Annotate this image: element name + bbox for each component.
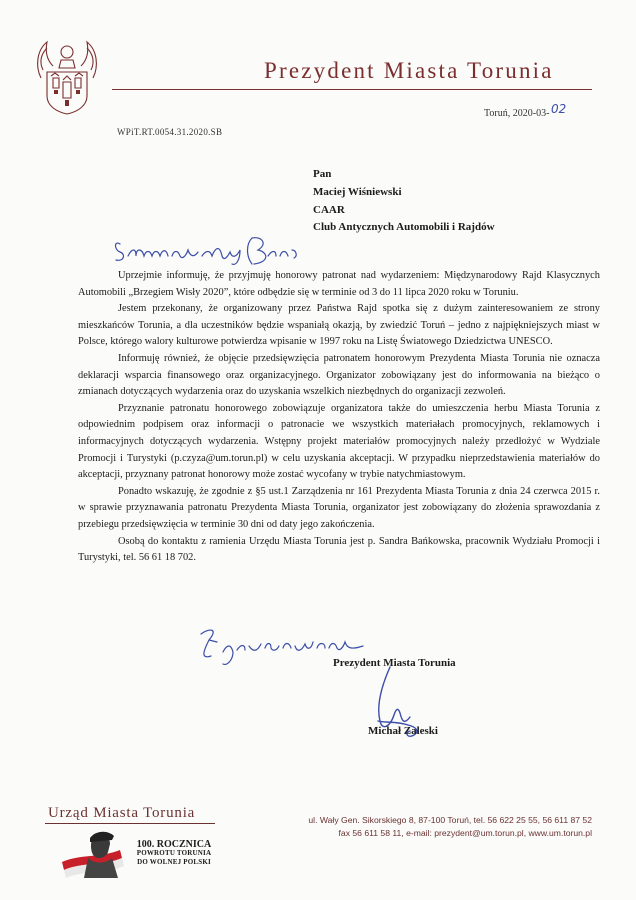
- footer-contact: fax 56 611 58 11, e-mail: prezydent@um.torun.pl, www.um.torun.pl: [338, 828, 592, 838]
- reference-number: WPiT.RT.0054.31.2020.SB: [117, 127, 223, 137]
- anniversary-line-3: DO WOLNEJ POLSKI: [137, 858, 211, 866]
- footer-divider: [45, 823, 215, 824]
- signer-title: Prezydent Miasta Torunia: [333, 657, 456, 669]
- footer-address: ul. Wały Gen. Sikorskiego 8, 87-100 Toruń, tel. 56 622 25 55, 56 611 87 52: [308, 815, 592, 825]
- place-date: Toruń, 2020-03-: [484, 108, 550, 119]
- paragraph-no-financial-support: Informuję również, że objęcie przedsięwzięcia patronatem honorowym Prezydenta Miasta Torunia nie oznacza deklaracji wsparcia finansowego oraz organizacyjnego. Organizator zobowiązany jest do informowania na bieżąco o zmianach dotyczących wydarzenia oraz do uzyskania wszelkich niezbędnych do organizacji zezwoleń.: [78, 352, 600, 398]
- letter-body: [78, 268, 600, 567]
- handwritten-salutation-icon: [112, 234, 302, 268]
- letterhead-title: Prezydent Miasta Torunia: [264, 58, 554, 83]
- letterhead-divider: [112, 89, 592, 90]
- recipient-salutation: Pan: [313, 168, 332, 180]
- signer-name: Michał Zaleski: [368, 725, 438, 737]
- city-crest-icon: [33, 38, 101, 116]
- footer-office-name: Urząd Miasta Torunia: [48, 805, 196, 821]
- anniversary-soldier-icon: [60, 828, 132, 878]
- recipient-organization: Club Antycznych Automobili i Rajdów: [313, 221, 495, 233]
- anniversary-line-1: 100. ROCZNICA: [136, 839, 212, 850]
- paragraph-report-obligation: Ponadto wskazuję, że zgodnie z §5 ust.1 Zarządzenia nr 161 Prezydenta Miasta Torunia z dnia 24 czerwca 2015 r. w sprawie przyznawania patronatu Prezydenta Miasta Torunia, organizator jest zobowiązany do złożenia sprawozdania z przebiegu przedsięwzięcia w terminie 30 dni od daty jego zakończenia.: [78, 485, 600, 530]
- handwritten-day: 02: [551, 102, 567, 116]
- recipient-organization-short: CAAR: [313, 204, 345, 216]
- anniversary-caption: [124, 840, 224, 867]
- paragraph-promotion-obligations: Przyznanie patronatu honorowego zobowiązuje organizatora także do umieszczenia herbu Miasta Torunia z odpowiednim podpisem oraz informacji o patronacie we wszystkich materiałach promocyjnych, reklamowych i informacyjnych dotyczących wydarzenia. Wstępny projekt materiałów promocyjnych należy przedłożyć w Wydziale Promocji i Turystyki (p.czyza@um.torun.pl) w celu uzyskania akceptacji. W przypadku nieprzedstawienia materiałów do akceptacji, przyznany patronat honorowy może zostać wycofany w trybie natychmiastowym.: [78, 402, 600, 481]
- anniversary-line-2: POWROTU TORUNIA: [136, 849, 212, 857]
- paragraph-contact-person: Osobą do kontaktu z ramienia Urzędu Miasta Torunia jest p. Sandra Bańkowska, pracownik Wydziału Promocji i Turystyki, tel. 56 61 18 702.: [78, 535, 600, 564]
- recipient-name: Maciej Wiśniewski: [313, 186, 402, 198]
- paragraph-conviction: Jestem przekonany, że organizowany przez Państwa Rajd spotka się z dużym zainteresowaniem ze strony mieszkańców Torunia, a dla uczestników będzie wspaniałą okazją, by zwiedzić Toruń – jedno z najpiękniejszych miast w Polsce, którego walory kulturowe potwierdza wpisanie w 1997 roku na Listę Światowego Dziedzictwa UNESCO.: [78, 303, 600, 348]
- paragraph-patronage: Uprzejmie informuję, że przyjmuję honorowy patronat nad wydarzeniem: Międzynarodowy Rajd Klasycznych Automobili „Brzegiem Wisły 2020”, które odbędzie się w terminie od 3 do 11 lipca 2020 roku w Toruniu.: [78, 270, 600, 298]
